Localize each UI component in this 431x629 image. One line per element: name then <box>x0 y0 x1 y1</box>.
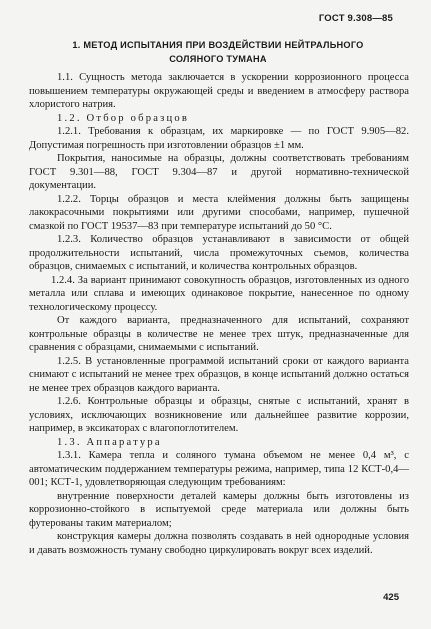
subheading-1-3: 1.3. Аппаратура <box>57 436 162 448</box>
paragraph-1-2-1: 1.2.1. Требования к образцам, их маркировке — по ГОСТ 9.905—82. Допустимая погрешность при изготовлении образцов ±1 мм. <box>29 126 409 151</box>
section-title-line-1: 1. МЕТОД ИСПЫТАНИЯ ПРИ ВОЗДЕЙСТВИИ НЕЙТРАЛЬНОГО <box>72 40 364 50</box>
paragraph-1-2-6: 1.2.6. Контрольные образцы и образцы, снятые с испытаний, хранят в условиях, исключающих возникновение или дальнейшее развитие коррозии, например, в эксикаторах с влагопоглотителем. <box>29 396 409 434</box>
paragraph-coatings: Покрытия, наносимые на образцы, должны соответствовать требованиям ГОСТ 9.301—88, ГОСТ 9.304—87 и другой нормативно-технической документации. <box>29 153 409 191</box>
subheading-1-2: 1.2. Отбор образцов <box>57 112 190 124</box>
section-title-line-2: СОЛЯНОГО ТУМАНА <box>169 54 267 64</box>
paragraph-1-2-4: 1.2.4. За вариант принимают совокупность образцов, изготовленных из одного металла или сплава и имеющих одинаковое покрытие, нанесенное по одному технологическому процессу. <box>29 274 409 313</box>
section-title <box>40 38 396 66</box>
page-number: 425 <box>383 592 399 603</box>
paragraph-1-1: 1.1. Сущность метода заключается в ускорении коррозионного процесса повышением температуры окружающей среды и введением в атмосферу раствора хлористого натрия. <box>29 72 409 110</box>
document-body <box>29 71 409 557</box>
paragraph-1-3-1: 1.3.1. Камера тепла и соляного тумана объемом не менее 0,4 м³, с автоматическим поддержанием температуры режима, например, типа 12 КСТ-0,4—001; КСТ-1, удовлетворяющая следующим требованиям: <box>29 450 409 488</box>
paragraph-control-samples: От каждого варианта, предназначенного для испытаний, сохраняют контрольные образцы в количестве не менее трех штук, предназначенные для сравнения с образцами, снимаемыми с испытаний. <box>29 315 409 353</box>
paragraph-inner-surfaces: внутренние поверхности деталей камеры должны быть изготовлены из коррозионно-стойкого в испытуемой среде материала или должны быть футерованы таким материалом; <box>29 490 409 529</box>
paragraph-1-2-5: 1.2.5. В установленные программой испытаний сроки от каждого варианта снимают с испытаний не менее трех образцов, в конце испытаний должно остаться не менее трех образцов каждого варианта. <box>29 355 409 394</box>
paragraph-1-2-2: 1.2.2. Торцы образцов и места клеймения должны быть защищены лакокрасочными покрытиями или другими способами, например, пушечной смазкой по ГОСТ 19537—83 при температуре испытаний до 50 °С. <box>29 193 409 232</box>
paragraph-chamber-design: конструкция камеры должна позволять создавать в ней однородные условия и давать возможность туману свободно циркулировать вокруг всех изделий. <box>29 531 409 556</box>
document-header: ГОСТ 9.308—85 <box>318 13 393 24</box>
paragraph-1-2-3: 1.2.3. Количество образцов устанавливают в зависимости от общей продолжительности испытаний, числа промежуточных съемов, количества образцов, снимаемых с испытаний, и количества контрольных образцов. <box>29 234 409 272</box>
